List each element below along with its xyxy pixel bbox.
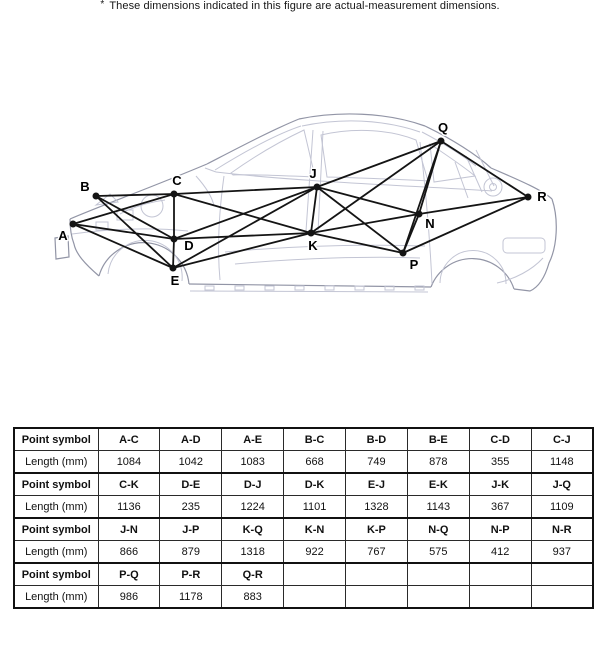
point-symbol-cell: B-E (407, 428, 469, 451)
point-symbol-cell: A-E (222, 428, 284, 451)
length-value-cell: 235 (160, 496, 222, 519)
point-dot-E (170, 265, 177, 272)
length-value-cell: 668 (284, 451, 346, 474)
point-symbol-cell: N-P (469, 518, 531, 541)
length-value-cell: 1083 (222, 451, 284, 474)
point-symbol-cell: Q-R (222, 563, 284, 586)
point-symbol-cell: J-N (98, 518, 160, 541)
point-symbol-cell: C-K (98, 473, 160, 496)
dimension-table (13, 427, 594, 609)
point-dot-J (314, 184, 321, 191)
point-symbol-cell: A-D (160, 428, 222, 451)
measurement-line-D-E (173, 239, 174, 268)
point-dot-B (93, 193, 100, 200)
point-symbol-cell: B-C (284, 428, 346, 451)
point-symbol-cell: D-K (284, 473, 346, 496)
note-text: These dimensions indicated in this figure are actual-measurement dimensions. (109, 0, 500, 12)
point-label-K: K (308, 238, 318, 253)
dimension-table-body (14, 428, 593, 608)
length-value-cell (346, 586, 408, 609)
row-header: Point symbol (14, 428, 98, 451)
length-value-cell: 866 (98, 541, 160, 564)
length-value-cell: 878 (407, 451, 469, 474)
length-value-cell: 575 (407, 541, 469, 564)
point-symbol-cell (531, 563, 593, 586)
row-header: Length (mm) (14, 451, 98, 474)
length-value-cell: 1178 (160, 586, 222, 609)
length-value-cell: 1042 (160, 451, 222, 474)
point-symbol-cell: P-R (160, 563, 222, 586)
table-row-length (14, 541, 593, 564)
length-value-cell: 1084 (98, 451, 160, 474)
point-symbol-cell: J-P (160, 518, 222, 541)
table-row-point-symbol (14, 563, 593, 586)
car-body-sketch (55, 114, 556, 292)
point-dot-R (525, 194, 532, 201)
point-label-C: C (172, 173, 182, 188)
table-row-point-symbol (14, 428, 593, 451)
table-row-length (14, 586, 593, 609)
point-symbol-cell: D-J (222, 473, 284, 496)
length-value-cell: 1328 (346, 496, 408, 519)
row-header: Length (mm) (14, 496, 98, 519)
point-dot-N (416, 211, 423, 218)
table-row-length (14, 496, 593, 519)
length-value-cell: 937 (531, 541, 593, 564)
measurement-line-C-J (174, 187, 317, 194)
table-row-length (14, 451, 593, 474)
row-header: Point symbol (14, 518, 98, 541)
point-symbol-cell: J-K (469, 473, 531, 496)
measurement-line-N-R (419, 197, 528, 214)
length-value-cell (284, 586, 346, 609)
point-symbol-cell: D-E (160, 473, 222, 496)
length-value-cell (531, 586, 593, 609)
length-value-cell: 355 (469, 451, 531, 474)
measurement-line-J-K (311, 187, 317, 233)
length-value-cell: 1101 (284, 496, 346, 519)
point-dot-K (308, 230, 315, 237)
point-symbol-cell (469, 563, 531, 586)
measurement-lines (73, 141, 528, 268)
length-value-cell: 412 (469, 541, 531, 564)
length-value-cell: 986 (98, 586, 160, 609)
row-header: Point symbol (14, 563, 98, 586)
point-symbol-cell (407, 563, 469, 586)
table-row-point-symbol (14, 518, 593, 541)
point-symbol-cell: C-D (469, 428, 531, 451)
point-dot-P (400, 250, 407, 257)
point-symbol-cell: K-N (284, 518, 346, 541)
length-value-cell: 1143 (407, 496, 469, 519)
length-value-cell: 879 (160, 541, 222, 564)
length-value-cell: 749 (346, 451, 408, 474)
point-symbol-cell (346, 563, 408, 586)
length-value-cell: 922 (284, 541, 346, 564)
measurement-line-D-J (174, 187, 317, 239)
point-dot-Q (438, 138, 445, 145)
point-symbol-cell: C-J (531, 428, 593, 451)
point-symbol-cell: P-Q (98, 563, 160, 586)
length-value-cell (469, 586, 531, 609)
table-row-point-symbol (14, 473, 593, 496)
point-label-P: P (409, 257, 419, 272)
length-value-cell: 1109 (531, 496, 593, 519)
row-header: Point symbol (14, 473, 98, 496)
figure-note (0, 0, 600, 12)
length-value-cell: 1148 (531, 451, 593, 474)
row-header: Length (mm) (14, 541, 98, 564)
point-dot-A (70, 221, 77, 228)
point-symbol-cell: E-K (407, 473, 469, 496)
point-symbol-cell (284, 563, 346, 586)
length-value-cell: 1318 (222, 541, 284, 564)
point-symbol-cell: B-D (346, 428, 408, 451)
point-symbol-cell: N-Q (407, 518, 469, 541)
point-label-Q: Q (437, 120, 449, 135)
length-value-cell: 1224 (222, 496, 284, 519)
point-symbol-cell: K-P (346, 518, 408, 541)
point-label-N: N (425, 216, 435, 231)
length-value-cell: 767 (346, 541, 408, 564)
row-header: Length (mm) (14, 586, 98, 609)
length-value-cell: 1136 (98, 496, 160, 519)
point-symbol-cell: A-C (98, 428, 160, 451)
point-label-R: R (537, 189, 547, 204)
note-asterisk: * (100, 0, 105, 10)
measurement-line-K-N (311, 214, 419, 233)
point-label-A: A (58, 228, 68, 243)
length-value-cell: 367 (469, 496, 531, 519)
point-label-E: E (170, 273, 180, 288)
point-symbol-cell: K-Q (222, 518, 284, 541)
point-dot-D (171, 236, 178, 243)
measurement-line-J-N (317, 187, 419, 214)
measurement-line-B-C (96, 194, 174, 196)
point-dot-C (171, 191, 178, 198)
length-value-cell: 883 (222, 586, 284, 609)
measurement-points (58, 120, 547, 288)
point-label-D: D (184, 238, 194, 253)
point-label-J: J (309, 166, 317, 181)
dimension-table-wrap (13, 427, 594, 609)
point-symbol-cell: J-Q (531, 473, 593, 496)
point-symbol-cell: N-R (531, 518, 593, 541)
point-label-B: B (80, 179, 90, 194)
length-value-cell (407, 586, 469, 609)
point-symbol-cell: E-J (346, 473, 408, 496)
